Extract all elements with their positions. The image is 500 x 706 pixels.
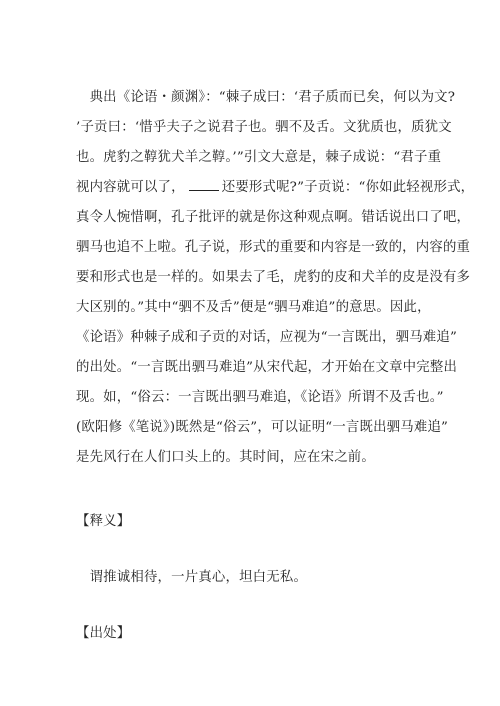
paragraph-line-11: 现。如，“俗云：一言既出驷马难追，《论语》所谓不及舌也。” <box>76 390 444 405</box>
section-text-shiyi: 谓推诚相待，一片真心，坦白无私。 <box>76 570 308 585</box>
paragraph-line-10: 的出处。“一言既出驷马难追”从宋代起，才开始在文章中完整出 <box>76 360 458 375</box>
paragraph-line-9: 《论语》种棘子成和子贡的对话，应视为“一言既出，驷马难追” <box>76 330 458 345</box>
paragraph-line-13: 是先风行在人们口头上的。其时间，应在宋之前。 <box>76 450 375 465</box>
paragraph-line-12: (欧阳修《笔说》)既然是“俗云”，可以证明“一言既出驷马难追” <box>76 420 449 435</box>
paragraph-line-1: 典出《论语・颜渊》：“棘子成曰：‘君子质而已矣，何以为文? <box>76 90 456 105</box>
paragraph-line-7: 要和形式也是一样的。如果去了毛，虎豹的皮和犬羊的皮是没有多 <box>76 270 471 285</box>
paragraph-line-4 <box>76 176 475 200</box>
section-heading-chuchu: 【出处】 <box>76 626 131 641</box>
paragraph-line-3: 也。虎豹之鞟犹犬羊之鞟。’”引文大意是，棘子成说：“君子重 <box>76 150 442 165</box>
section-heading-shiyi: 【释义】 <box>76 514 131 529</box>
paragraph-line-5: 真令人惋惜啊，孔子批评的就是你这种观点啊。错话说出口了吧， <box>76 210 471 225</box>
paragraph-line-2: ’子贡曰：‘惜乎夫子之说君子也。驷不及舌。文犹质也，质犹文 <box>76 120 452 135</box>
line-4-part-2: 还要形式呢?”子贡说：“你如此轻视形式， <box>221 180 475 195</box>
paragraph-line-8: 大区别的。”其中“驷不及舌”便是“驷马难追”的意思。因此， <box>76 300 431 315</box>
line-4-part-1: 视内容就可以了， <box>76 180 185 195</box>
fill-blank-line <box>189 176 219 191</box>
paragraph-line-6: 驷马也追不上啦。孔子说，形式的重要和内容是一致的，内容的重 <box>76 240 471 255</box>
